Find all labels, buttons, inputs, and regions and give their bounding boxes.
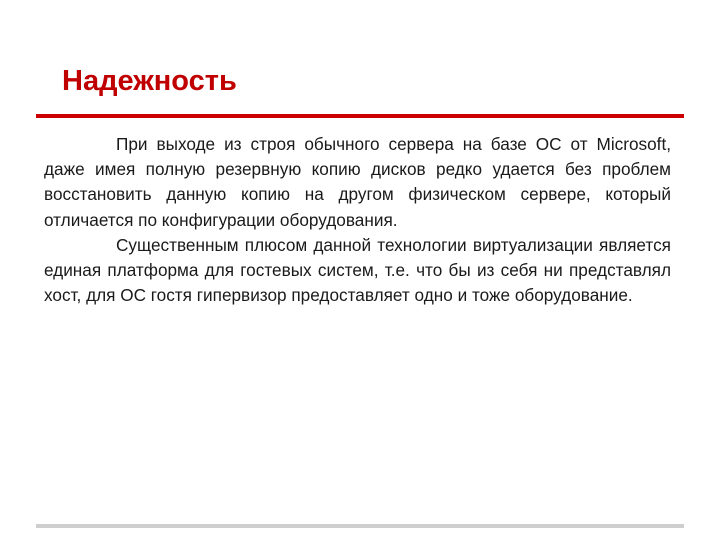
slide-body xyxy=(44,132,671,308)
paragraph-reliability-backup: При выходе из строя обычного сервера на базе ОС от Microsoft, даже имея полную резервную копию дисков редко удается без проблем восстановить данную копию на другом физическом сервере, который отличается по конфигурации оборудования. xyxy=(44,134,671,230)
slide-title: Надежность xyxy=(62,65,237,97)
paragraph-virtualization-benefit: Существенным плюсом данной технологии виртуализации является единая платформа для гостевых систем, т.е. что бы из себя ни представлял хост, для ОС гостя гипервизор предоставляет одно и тоже оборудование. xyxy=(44,234,671,306)
title-underline xyxy=(36,114,684,118)
footer-divider xyxy=(36,524,684,528)
